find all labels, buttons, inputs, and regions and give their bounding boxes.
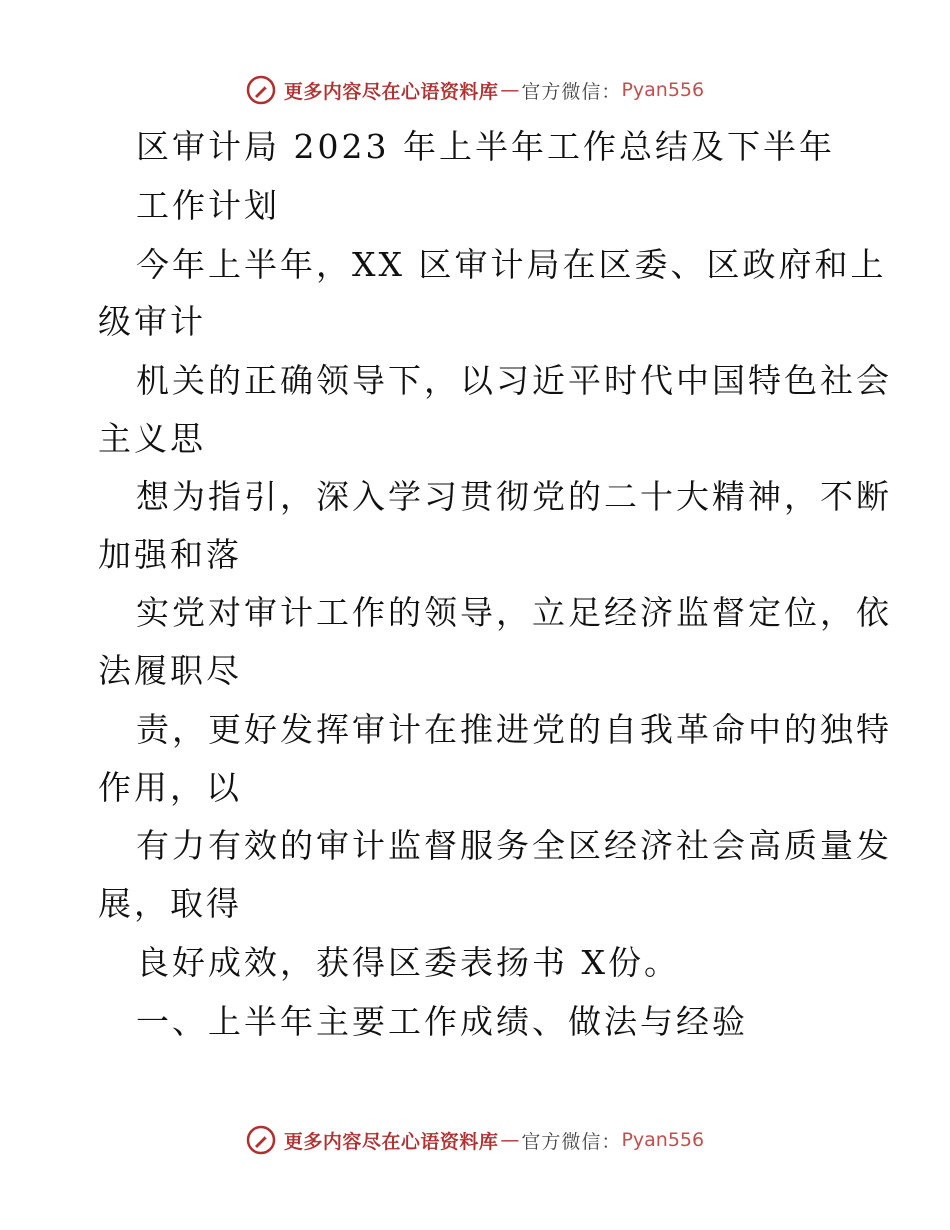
watermark-wechat-id: Pyan556 <box>621 79 705 101</box>
pen-nib-logo-icon <box>246 75 276 105</box>
pen-nib-logo-icon <box>246 1125 276 1155</box>
watermark-dash: — <box>500 1129 520 1151</box>
paragraph-line: 有力有效的审计监督服务全区经济社会高质量发 <box>136 826 892 865</box>
paragraph-line: 想为指引，深入学习贯彻党的二十大精神，不断 <box>136 477 892 516</box>
watermark-main-text: 更多内容尽在心语资料库 <box>283 80 499 103</box>
paragraph-line: 责，更好发挥审计在推进党的自我革命中的独特 <box>136 710 892 749</box>
watermark-main-text: 更多内容尽在心语资料库 <box>283 1130 499 1153</box>
section-heading: 一、上半年主要工作成绩、做法与经验 <box>136 1002 748 1041</box>
paragraph-line: 实党对审计工作的领导，立足经济监督定位，依 <box>136 593 892 632</box>
paragraph-line: 法履职尽 <box>98 651 242 690</box>
watermark-wechat-id: Pyan556 <box>621 1129 705 1151</box>
paragraph-line: 展，取得 <box>98 884 242 923</box>
paragraph-line: 良好成效，获得区委表扬书 X份。 <box>136 943 680 982</box>
paragraph-line: 机关的正确领导下，以习近平时代中国特色社会 <box>136 361 892 400</box>
footer-watermark <box>0 1120 950 1160</box>
document-title-line-1: 区审计局 2023 年上半年工作总结及下半年 <box>136 127 835 166</box>
paragraph-line: 今年上半年，XX 区审计局在区委、区政府和上 <box>136 245 887 284</box>
header-watermark <box>0 70 950 110</box>
watermark-side-text: 官方微信： <box>521 80 622 103</box>
paragraph-line: 作用，以 <box>98 768 242 807</box>
paragraph-line: 主义思 <box>98 419 206 458</box>
paragraph-line: 加强和落 <box>98 535 242 574</box>
paragraph-line: 级审计 <box>98 302 206 341</box>
document-title-line-2: 工作计划 <box>136 186 280 225</box>
watermark-dash: — <box>500 79 520 101</box>
watermark-side-text: 官方微信： <box>521 1130 622 1153</box>
